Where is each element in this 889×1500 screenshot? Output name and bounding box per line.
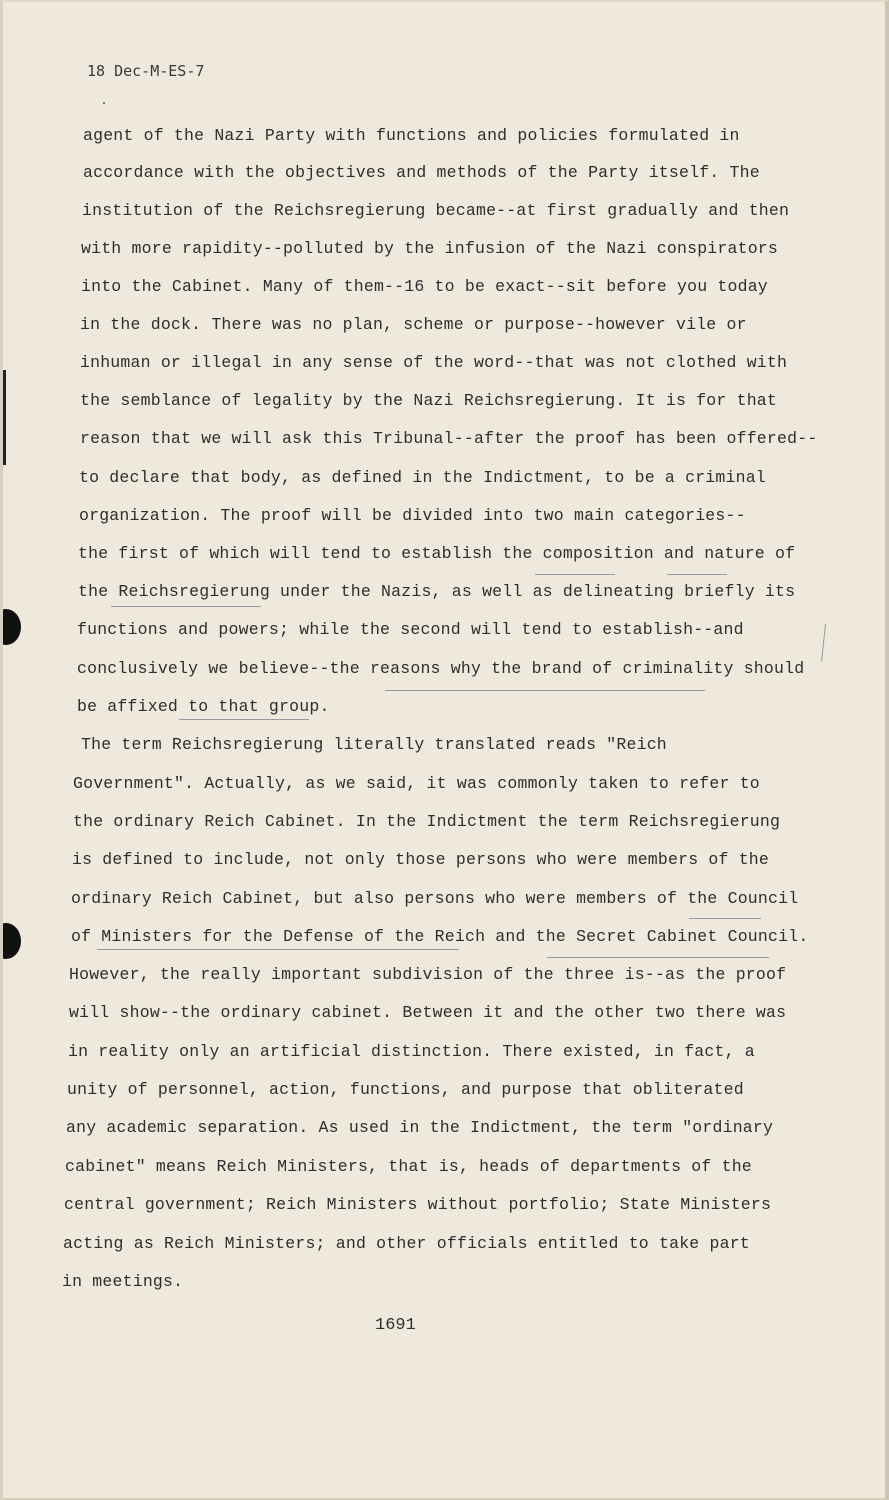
text-line: any academic separation. As used in the Indictment, the term "ordinary [66, 1118, 774, 1137]
text-line: to declare that body, as defined in the Indictment, to be a criminal [79, 468, 766, 487]
pencil-mark [821, 624, 826, 662]
text-line: institution of the Reichsregierung became--at first gradually and then [82, 201, 790, 220]
paper-speck [103, 102, 105, 104]
text-line: in the dock. There was no plan, scheme or purpose--however vile or [80, 315, 747, 334]
text-line: be affixed to that group. [77, 697, 330, 716]
underline-annotation [667, 574, 727, 575]
underline-annotation [97, 949, 459, 950]
text-line: in meetings. [62, 1272, 184, 1291]
text-line: the first of which will tend to establish the composition and nature of [78, 544, 796, 563]
text-line: the Reichsregierung under the Nazis, as well as delineating briefly its [78, 582, 796, 601]
edge-mark [3, 370, 6, 465]
binder-hole-top [0, 609, 21, 645]
text-line: accordance with the objectives and methods of the Party itself. The [83, 163, 760, 182]
text-line: The term Reichsregierung literally translated reads "Reich [81, 735, 667, 754]
text-line: conclusively we believe--the reasons why the brand of criminality should [77, 659, 805, 678]
text-line: cabinet" means Reich Ministers, that is, heads of departments of the [65, 1157, 752, 1176]
underline-annotation [535, 574, 615, 575]
page-number: 1691 [375, 1316, 416, 1335]
underline-annotation [689, 918, 761, 919]
text-line: agent of the Nazi Party with functions and policies formulated in [83, 126, 740, 145]
text-line: unity of personnel, action, functions, and purpose that obliterated [67, 1080, 744, 1099]
underline-annotation [385, 690, 705, 691]
text-line: the ordinary Reich Cabinet. In the Indictment the term Reichsregierung [73, 812, 781, 831]
text-line: reason that we will ask this Tribunal--after the proof has been offered-- [80, 429, 818, 448]
text-line: central government; Reich Ministers without portfolio; State Ministers [64, 1195, 772, 1214]
text-line: inhuman or illegal in any sense of the word--that was not clothed with [80, 353, 788, 372]
text-line: ordinary Reich Cabinet, but also persons who were members of the Council [71, 889, 799, 908]
underline-annotation [179, 719, 309, 720]
text-line: Government". Actually, as we said, it was commonly taken to refer to [73, 774, 760, 793]
text-line: of Ministers for the Defense of the Reich and the Secret Cabinet Council. [71, 927, 809, 946]
text-line: will show--the ordinary cabinet. Between it and the other two there was [69, 1003, 787, 1022]
text-line: with more rapidity--polluted by the infusion of the Nazi conspirators [81, 239, 779, 258]
text-line: functions and powers; while the second will tend to establish--and [77, 620, 744, 639]
text-line: However, the really important subdivision of the three is--as the proof [69, 965, 787, 984]
underline-annotation [111, 606, 261, 607]
text-line: is defined to include, not only those persons who were members of the [72, 850, 770, 869]
text-line: acting as Reich Ministers; and other officials entitled to take part [63, 1234, 750, 1253]
binder-hole-bottom [0, 923, 21, 959]
underline-annotation [547, 957, 769, 958]
text-line: the semblance of legality by the Nazi Reichsregierung. It is for that [80, 391, 778, 410]
text-line: organization. The proof will be divided into two main categories-- [79, 506, 746, 525]
document-header-id: 18 Dec-M-ES-7 [87, 62, 205, 80]
text-line: in reality only an artificial distinction. There existed, in fact, a [68, 1042, 755, 1061]
text-line: into the Cabinet. Many of them--16 to be exact--sit before you today [81, 277, 768, 296]
